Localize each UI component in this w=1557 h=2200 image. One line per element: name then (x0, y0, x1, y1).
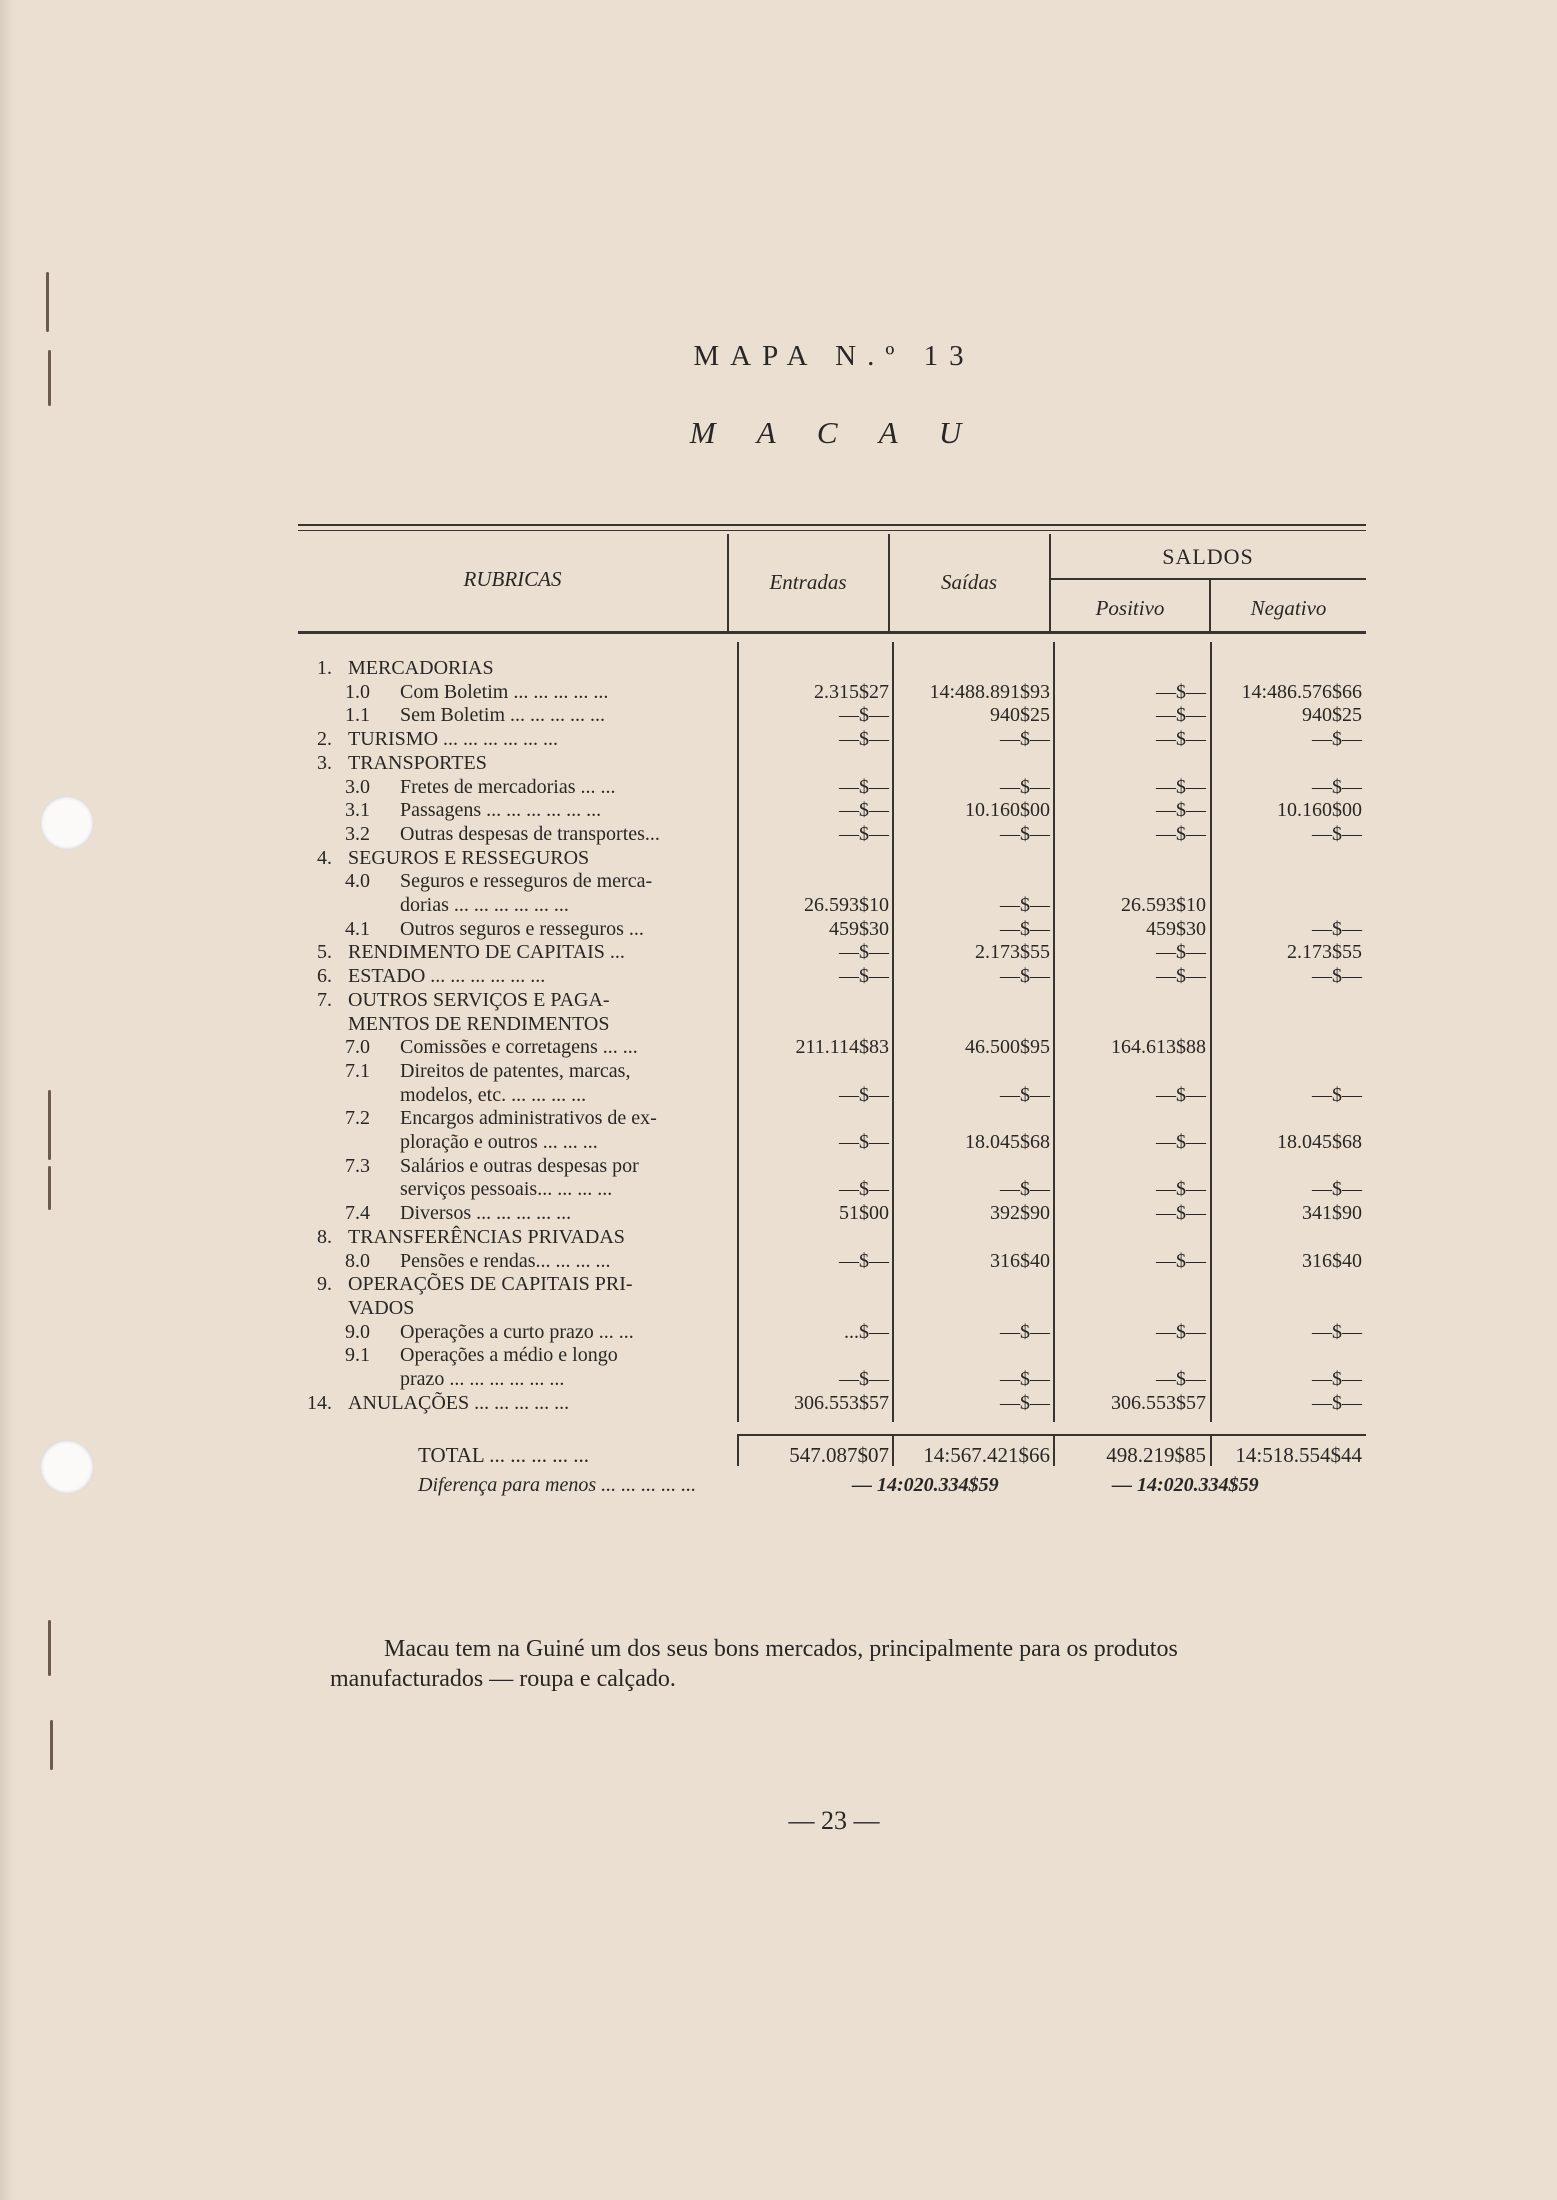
cell-entradas: 26.593$10 (804, 894, 889, 916)
cell-entradas: —$— (839, 1131, 889, 1153)
row-number: 7.4 (345, 1202, 370, 1225)
map-title: MAPA N.º 13 (693, 340, 975, 372)
cell-entradas: —$— (839, 704, 889, 727)
cell-positivo: 459$30 (1146, 917, 1206, 940)
cell-positivo: 306.553$57 (1111, 1391, 1206, 1414)
row-number: 7.3 (345, 1154, 370, 1177)
cell-positivo: —$— (1156, 1249, 1206, 1272)
row-number: 4. (317, 846, 332, 869)
header-entradas: Entradas (769, 570, 847, 594)
row-number: 1. (317, 657, 332, 679)
row-label: Comissões e corretagens ... ... (400, 1036, 638, 1059)
row-label: Passagens ... ... ... ... ... ... (400, 799, 602, 822)
cell-entradas: —$— (839, 1083, 889, 1106)
header-negativo: Negativo (1250, 596, 1327, 620)
region-title: M A C A U (689, 415, 979, 450)
row-number: 1.0 (345, 680, 370, 703)
table-row (0, 1059, 1557, 1083)
cell-negativo: 18.045$68 (1277, 1131, 1362, 1153)
cell-saidas: —$— (1000, 1083, 1050, 1106)
total-rule (737, 1434, 1366, 1436)
table-row (0, 727, 1557, 751)
table-row (0, 1249, 1557, 1273)
cell-saidas: 14:488.891$93 (929, 680, 1050, 703)
cell-negativo: 10.160$00 (1277, 799, 1362, 822)
cell-entradas: 2.315$27 (814, 680, 889, 703)
header-saidas: Saídas (940, 570, 997, 594)
row-label: serviços pessoais... ... ... ... (400, 1178, 613, 1201)
cell-positivo: —$— (1156, 704, 1206, 727)
row-label: Operações a médio e longo (400, 1344, 618, 1367)
cell-positivo: —$— (1156, 1083, 1206, 1106)
row-label: TURISMO ... ... ... ... ... ... (348, 728, 559, 751)
total-label: TOTAL ... ... ... ... ... (418, 1443, 589, 1467)
cell-positivo: —$— (1156, 1368, 1206, 1390)
cell-positivo: 164.613$88 (1111, 1036, 1206, 1059)
row-label: Seguros e resseguros de merca- (400, 870, 653, 893)
table-row (0, 869, 1557, 893)
cell-saidas: 2.173$55 (975, 941, 1050, 964)
cell-positivo: —$— (1156, 1202, 1206, 1225)
cell-saidas: 10.160$00 (965, 799, 1050, 822)
table-row (0, 1225, 1557, 1249)
difference-value-saidas: — 14:020.334$59 (852, 1474, 999, 1496)
total-row (0, 1443, 1557, 1467)
cell-saidas: —$— (1000, 728, 1050, 751)
cell-negativo: 341$90 (1302, 1202, 1362, 1225)
row-label: Encargos administrativos de ex- (400, 1107, 657, 1130)
table-row (0, 1272, 1557, 1296)
cell-negativo: —$— (1312, 775, 1362, 798)
cell-negativo: —$— (1312, 1368, 1362, 1390)
row-number: 14. (307, 1391, 332, 1414)
cell-saidas: —$— (1000, 965, 1050, 988)
table-row (0, 703, 1557, 727)
cell-entradas: 211.114$83 (795, 1036, 889, 1059)
cell-negativo: —$— (1312, 1178, 1362, 1201)
cell-saidas: —$— (1000, 822, 1050, 845)
cell-entradas: —$— (839, 941, 889, 964)
row-number: 3.1 (345, 799, 370, 822)
cell-positivo: —$— (1156, 1131, 1206, 1153)
row-label: Com Boletim ... ... ... ... ... (400, 680, 609, 703)
row-number: 4.1 (345, 917, 370, 940)
cell-entradas: —$— (839, 1249, 889, 1272)
cell-negativo: —$— (1312, 917, 1362, 940)
row-label: ANULAÇÕES ... ... ... ... ... (348, 1391, 570, 1414)
row-label: Operações a curto prazo ... ... (400, 1320, 634, 1343)
cell-saidas: —$— (1000, 1368, 1050, 1390)
body-paragraph: Macau tem na Guiné um dos seus bons mercados, principalmente para os produtos manufacturados — roupa e calçado. (330, 1636, 1178, 1692)
cell-saidas: 46.500$95 (965, 1036, 1050, 1059)
table-top-rule (298, 530, 1366, 531)
cell-negativo: 14:486.576$66 (1241, 680, 1362, 703)
cell-entradas: —$— (839, 965, 889, 988)
row-label: Direitos de patentes, marcas, (400, 1059, 631, 1082)
table-row (0, 1320, 1557, 1344)
table-row (0, 1035, 1557, 1059)
cell-entradas: 459$30 (829, 917, 889, 940)
cell-negativo: —$— (1312, 1083, 1362, 1106)
cell-positivo: —$— (1156, 822, 1206, 845)
cell-saidas: —$— (1000, 1391, 1050, 1414)
cell-saidas: —$— (1000, 894, 1050, 916)
stitch-mark (46, 272, 49, 332)
cell-negativo: 316$40 (1302, 1249, 1362, 1272)
row-label: OPERAÇÕES DE CAPITAIS PRI- (348, 1273, 633, 1296)
total-positivo: 498.219$85 (1106, 1443, 1206, 1467)
row-label: OUTROS SERVIÇOS E PAGA- (348, 988, 610, 1011)
row-label: ESTADO ... ... ... ... ... ... (348, 965, 546, 988)
cell-positivo: —$— (1156, 775, 1206, 798)
cell-negativo: 940$25 (1302, 704, 1362, 727)
table-row (0, 751, 1557, 775)
header-saldos: SALDOS (1162, 544, 1254, 569)
table-row (0, 680, 1557, 704)
table-top-rule (298, 524, 1366, 526)
table-row (0, 822, 1557, 846)
cell-negativo: —$— (1312, 1391, 1362, 1414)
row-number: 7.0 (345, 1036, 370, 1059)
table-row (0, 917, 1557, 941)
cell-entradas: 51$00 (839, 1202, 889, 1225)
total-saidas: 14:567.421$66 (923, 1443, 1050, 1467)
table-row (0, 1106, 1557, 1130)
row-label: prazo ... ... ... ... ... ... (400, 1368, 565, 1390)
row-number: 9. (317, 1273, 332, 1296)
cell-positivo: —$— (1156, 728, 1206, 751)
cell-positivo: 26.593$10 (1121, 894, 1206, 916)
cell-entradas: —$— (839, 728, 889, 751)
cell-saidas: 18.045$68 (965, 1131, 1050, 1153)
cell-positivo: —$— (1156, 1320, 1206, 1343)
difference-value-negativo: — 14:020.334$59 (1112, 1474, 1259, 1496)
table-row (0, 656, 1557, 680)
table-row (0, 1343, 1557, 1367)
cell-negativo: —$— (1312, 1320, 1362, 1343)
table-row (0, 846, 1557, 870)
cell-entradas: —$— (839, 822, 889, 845)
row-number: 1.1 (345, 704, 370, 727)
header-rubricas: RUBRICAS (463, 567, 562, 591)
row-number: 6. (317, 965, 332, 988)
cell-saidas: —$— (1000, 1178, 1050, 1201)
row-number: 3.2 (345, 822, 370, 845)
table-row (0, 988, 1557, 1012)
cell-positivo: —$— (1156, 680, 1206, 703)
cell-saidas: —$— (1000, 917, 1050, 940)
cell-positivo: —$— (1156, 941, 1206, 964)
row-number: 4.0 (345, 870, 370, 893)
table-row (0, 1296, 1557, 1320)
cell-negativo: —$— (1312, 728, 1362, 751)
row-label: MERCADORIAS (348, 657, 494, 679)
table-row (0, 1130, 1557, 1154)
row-label: SEGUROS E RESSEGUROS (348, 846, 590, 869)
cell-positivo: —$— (1156, 799, 1206, 822)
saldos-rule (1050, 578, 1366, 580)
table-row (0, 1154, 1557, 1178)
row-number: 7. (317, 988, 332, 1011)
cell-saidas: —$— (1000, 775, 1050, 798)
table-row (0, 1012, 1557, 1036)
row-label: TRANSPORTES (348, 751, 487, 774)
table-header-rule (298, 631, 1366, 634)
table-row (0, 964, 1557, 988)
row-label: MENTOS DE RENDIMENTOS (348, 1012, 610, 1035)
row-label: ploração e outros ... ... ... (400, 1131, 598, 1153)
total-negativo: 14:518.554$44 (1235, 1443, 1362, 1467)
table-row (0, 775, 1557, 799)
row-number: 3. (317, 751, 332, 774)
row-number: 8. (317, 1225, 332, 1248)
cell-entradas: 306.553$57 (794, 1391, 889, 1414)
header-positivo: Positivo (1095, 596, 1165, 620)
row-label: Fretes de mercadorias ... ... (400, 775, 616, 798)
stitch-mark (50, 1720, 53, 1770)
cell-negativo: —$— (1312, 965, 1362, 988)
table-row (0, 1083, 1557, 1107)
row-label: Pensões e rendas... ... ... ... (400, 1249, 611, 1272)
cell-entradas: —$— (839, 775, 889, 798)
table-row (0, 893, 1557, 917)
cell-saidas: 392$90 (990, 1202, 1050, 1225)
difference-row (0, 1473, 1557, 1497)
difference-label: Diferença para menos ... ... ... ... ... (418, 1474, 697, 1496)
cell-negativo: 2.173$55 (1287, 941, 1362, 964)
row-label: dorias ... ... ... ... ... ... (400, 894, 569, 916)
table-row (0, 1201, 1557, 1225)
table-row (0, 1177, 1557, 1201)
table-row (0, 1391, 1557, 1415)
row-label: VADOS (348, 1296, 415, 1319)
row-label: Salários e outras despesas por (400, 1154, 639, 1177)
row-label: Outras despesas de transportes... (400, 822, 660, 845)
cell-entradas: —$— (839, 1368, 889, 1390)
cell-saidas: —$— (1000, 1320, 1050, 1343)
row-number: 3.0 (345, 775, 370, 798)
cell-saidas: 940$25 (990, 704, 1050, 727)
table-row (0, 1367, 1557, 1391)
page-number: — 23 — (788, 1806, 880, 1835)
total-entradas: 547.087$07 (789, 1443, 889, 1467)
cell-entradas: ...$— (844, 1320, 889, 1343)
stitch-mark (48, 1620, 51, 1676)
row-number: 5. (317, 941, 332, 964)
row-label: Outros seguros e resseguros ... (400, 917, 644, 940)
row-number: 7.2 (345, 1107, 370, 1130)
cell-positivo: —$— (1156, 1178, 1206, 1201)
cell-negativo: —$— (1312, 822, 1362, 845)
cell-entradas: —$— (839, 1178, 889, 1201)
table-row (0, 798, 1557, 822)
row-label: TRANSFERÊNCIAS PRIVADAS (348, 1225, 625, 1248)
row-number: 2. (317, 728, 332, 751)
cell-saidas: 316$40 (990, 1249, 1050, 1272)
row-number: 7.1 (345, 1059, 370, 1082)
cell-positivo: —$— (1156, 965, 1206, 988)
row-number: 8.0 (345, 1249, 370, 1272)
row-number: 9.0 (345, 1320, 370, 1343)
row-label: Sem Boletim ... ... ... ... ... (400, 704, 605, 727)
row-label: Diversos ... ... ... ... ... (400, 1202, 572, 1225)
table-row (0, 940, 1557, 964)
row-label: modelos, etc. ... ... ... ... (400, 1083, 587, 1106)
cell-entradas: —$— (839, 799, 889, 822)
row-number: 9.1 (345, 1344, 370, 1367)
row-label: RENDIMENTO DE CAPITAIS ... (348, 941, 625, 964)
